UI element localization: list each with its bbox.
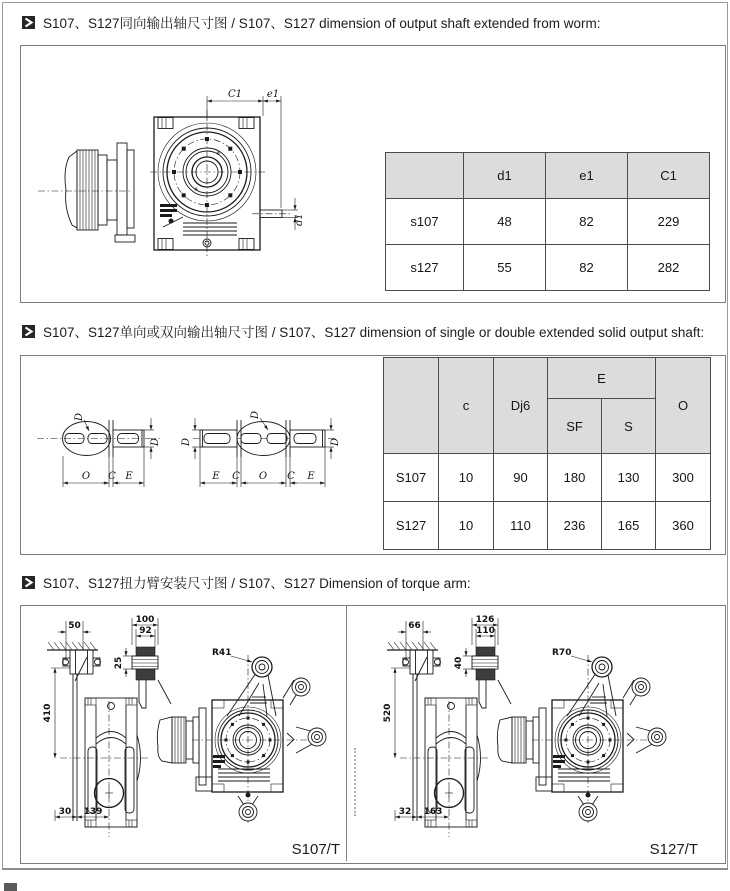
dim-label-d1: d1 bbox=[294, 213, 305, 226]
col-s: S bbox=[602, 399, 656, 454]
page-border-top bbox=[2, 2, 728, 3]
dimension-table-1 bbox=[385, 152, 710, 291]
dim-bottom2: 163 bbox=[423, 807, 443, 817]
drawing-output-shaft-from-worm bbox=[30, 58, 360, 298]
drawing-solid-output-shafts bbox=[25, 360, 375, 550]
table-cell: 130 bbox=[602, 454, 656, 502]
dim-outer: 100 bbox=[135, 615, 155, 625]
section-bullet-icon bbox=[22, 325, 35, 338]
dim-label-O: O bbox=[81, 471, 91, 482]
dim-label-D: D bbox=[181, 437, 192, 447]
section1-heading bbox=[22, 12, 601, 32]
dim-band: 40 bbox=[454, 656, 464, 670]
dim-label-e1: e1 bbox=[266, 89, 280, 100]
section3-divider bbox=[346, 606, 347, 861]
dim-bottom2: 139 bbox=[83, 807, 103, 817]
dim-label-E: E bbox=[212, 471, 220, 482]
dim-bottom1: 32 bbox=[398, 807, 412, 817]
section3-heading bbox=[22, 572, 471, 592]
section2-title: S107、S127单向或双向输出轴尺寸图 / S107、S127 dimension of single or double extended solid output shaft: bbox=[43, 325, 705, 340]
section-bullet-icon bbox=[22, 576, 35, 589]
dim-label-C1: C1 bbox=[227, 89, 243, 100]
col-C1: C1 bbox=[628, 153, 710, 199]
table-cell: s127 bbox=[386, 245, 464, 291]
corner-print-mark bbox=[4, 883, 17, 891]
section2-heading bbox=[22, 321, 704, 341]
table-cell: 90 bbox=[494, 454, 548, 502]
dim-inner: 110 bbox=[476, 626, 495, 636]
col-c: c bbox=[439, 358, 494, 454]
dim-outer: 126 bbox=[475, 615, 495, 625]
section1-title: S107、S127同向输出轴尺寸图 / S107、S127 dimension of output shaft extended from worm: bbox=[43, 16, 601, 31]
col-o: O bbox=[656, 358, 711, 454]
page-border-left bbox=[2, 2, 3, 869]
table-cell: s107 bbox=[386, 199, 464, 245]
table-cell: 10 bbox=[439, 502, 494, 550]
dim-label-E: E bbox=[125, 471, 133, 482]
col-sf: SF bbox=[548, 399, 602, 454]
table-cell: S107 bbox=[384, 454, 439, 502]
table-cell: 360 bbox=[656, 502, 711, 550]
page-border-right bbox=[727, 2, 728, 869]
col-e: E bbox=[548, 358, 656, 399]
table-cell: 55 bbox=[464, 245, 546, 291]
dim-radius: R41 bbox=[212, 648, 232, 658]
dim-inner: 92 bbox=[139, 626, 152, 636]
dim-top-width: 66 bbox=[408, 621, 421, 631]
page-border-bottom bbox=[2, 868, 728, 870]
section-bullet-icon bbox=[22, 16, 35, 29]
dim-height: 410 bbox=[43, 703, 53, 723]
col-blank bbox=[386, 153, 464, 199]
col-d1: d1 bbox=[464, 153, 546, 199]
torque-view-s127 bbox=[360, 605, 686, 862]
table-cell: 165 bbox=[602, 502, 656, 550]
section3-title: S107、S127扭力臂安装尺寸图 / S107、S127 Dimension of torque arm: bbox=[43, 576, 471, 591]
torque-arm-drawing bbox=[20, 605, 346, 862]
dim-radius: R70 bbox=[552, 648, 572, 658]
table-row bbox=[384, 502, 711, 550]
dim-label-C: C bbox=[287, 471, 295, 482]
torque-arm-drawing bbox=[360, 605, 686, 862]
table-cell: 236 bbox=[548, 502, 602, 550]
scan-artifact bbox=[354, 748, 356, 816]
table-cell: 82 bbox=[546, 245, 628, 291]
caption-s107t: S107/T bbox=[291, 841, 340, 858]
table-cell: 48 bbox=[464, 199, 546, 245]
table-row bbox=[384, 454, 711, 502]
table-cell: 82 bbox=[546, 199, 628, 245]
dimension-table-2 bbox=[383, 357, 711, 550]
table-cell: 229 bbox=[628, 199, 710, 245]
table-cell: 282 bbox=[628, 245, 710, 291]
caption-s127t: S127/T bbox=[649, 841, 698, 858]
table-row bbox=[386, 199, 710, 245]
dim-label-D: D bbox=[150, 437, 161, 447]
dim-label-C: C bbox=[232, 471, 240, 482]
dim-band: 25 bbox=[114, 656, 124, 670]
col-dj6: Dj6 bbox=[494, 358, 548, 454]
table-cell: 180 bbox=[548, 454, 602, 502]
dim-label-C: C bbox=[108, 471, 116, 482]
col-e1: e1 bbox=[546, 153, 628, 199]
table-header-row bbox=[386, 153, 710, 199]
dim-label-D: D bbox=[250, 410, 261, 420]
dim-height: 520 bbox=[383, 703, 393, 723]
dim-label-D: D bbox=[74, 412, 85, 422]
dim-label-E: E bbox=[307, 471, 315, 482]
torque-view-s107 bbox=[20, 605, 346, 862]
table-row bbox=[386, 245, 710, 291]
dim-label-O: O bbox=[258, 471, 268, 482]
dim-top-width: 50 bbox=[68, 621, 81, 631]
table-header-row bbox=[384, 358, 711, 399]
dim-bottom1: 30 bbox=[58, 807, 72, 817]
col-blank bbox=[384, 358, 439, 454]
table-cell: S127 bbox=[384, 502, 439, 550]
dim-label-D: D bbox=[330, 437, 341, 447]
table-cell: 300 bbox=[656, 454, 711, 502]
table-cell: 110 bbox=[494, 502, 548, 550]
table-cell: 10 bbox=[439, 454, 494, 502]
